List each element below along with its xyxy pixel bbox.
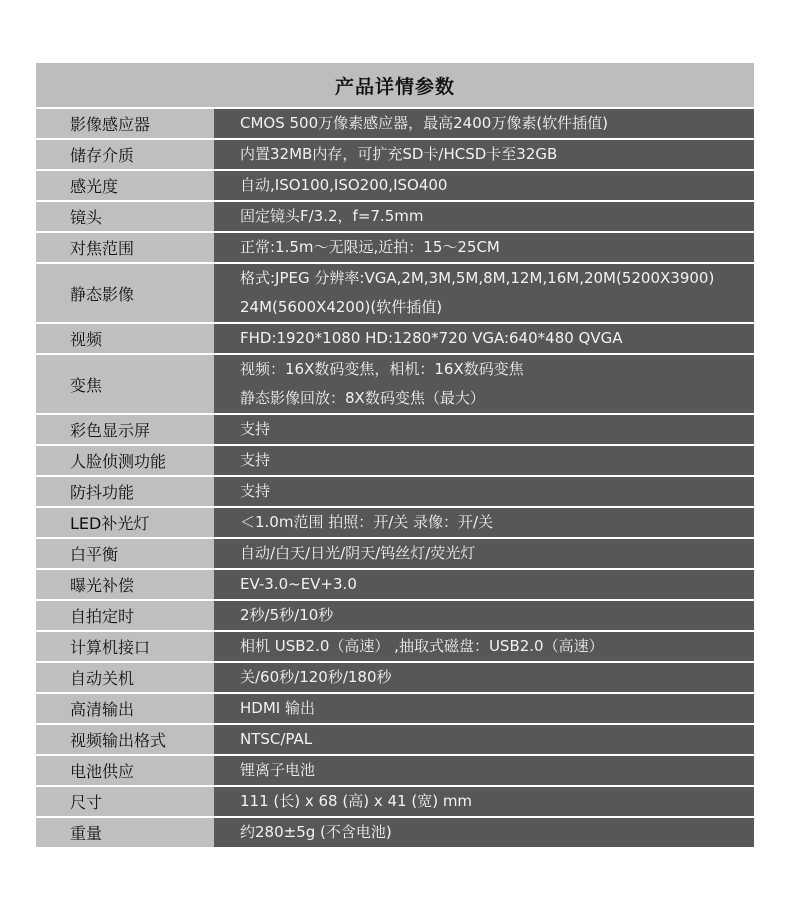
spec-label: 高清输出 (36, 694, 214, 723)
spec-row (36, 816, 754, 847)
spec-value (214, 694, 754, 723)
spec-label: 储存介质 (36, 140, 214, 169)
spec-value (214, 264, 754, 322)
spec-row (36, 169, 754, 200)
spec-value (214, 787, 754, 816)
spec-label: 白平衡 (36, 539, 214, 568)
spec-label: LED补光灯 (36, 508, 214, 537)
spec-value (214, 508, 754, 537)
spec-row (36, 723, 754, 754)
spec-value-line: EV-3.0~EV+3.0 (240, 575, 357, 593)
spec-row (36, 506, 754, 537)
spec-row (36, 322, 754, 353)
spec-row (36, 413, 754, 444)
spec-value (214, 324, 754, 353)
spec-value-line: HDMI 输出 (240, 699, 315, 717)
spec-value-line: NTSC/PAL (240, 730, 313, 748)
spec-value (214, 446, 754, 475)
spec-value-line: 静态影像回放：8X数码变焦（最大） (240, 389, 485, 407)
spec-value-line: ＜1.0m范围 拍照：开/关 录像：开/关 (240, 513, 494, 531)
spec-value-line: 关/60秒/120秒/180秒 (240, 668, 392, 686)
spec-row (36, 262, 754, 322)
spec-value-line: 支持 (240, 420, 271, 438)
spec-row (36, 568, 754, 599)
spec-value (214, 756, 754, 785)
spec-value (214, 202, 754, 231)
spec-row (36, 107, 754, 138)
spec-value (214, 632, 754, 661)
spec-label: 感光度 (36, 171, 214, 200)
spec-value-line: 111 (长) x 68 (高) x 41 (宽) mm (240, 792, 473, 810)
spec-row (36, 599, 754, 630)
spec-value (214, 109, 754, 138)
spec-value (214, 140, 754, 169)
spec-label: 静态影像 (36, 264, 214, 322)
spec-row (36, 138, 754, 169)
spec-row (36, 692, 754, 723)
spec-value (214, 233, 754, 262)
spec-row (36, 444, 754, 475)
spec-row (36, 630, 754, 661)
spec-value-line: 相机 USB2.0（高速） ,抽取式磁盘：USB2.0（高速） (240, 637, 604, 655)
spec-value-line: 内置32MB内存，可扩充SD卡/HCSD卡至32GB (240, 145, 558, 163)
spec-sheet (36, 63, 754, 847)
spec-value-line: FHD:1920*1080 HD:1280*720 VGA:640*480 QVGA (240, 329, 623, 347)
spec-label: 彩色显示屏 (36, 415, 214, 444)
spec-row (36, 353, 754, 413)
spec-value (214, 355, 754, 413)
spec-value-line: 格式:JPEG 分辨率:VGA,2M,3M,5M,8M,12M,16M,20M(5200X3900) (240, 269, 715, 287)
spec-value-line: 24M(5600X4200)(软件插值) (240, 298, 443, 316)
spec-row (36, 661, 754, 692)
spec-label: 视频输出格式 (36, 725, 214, 754)
spec-label: 自动关机 (36, 663, 214, 692)
spec-label: 曝光补偿 (36, 570, 214, 599)
spec-value (214, 818, 754, 847)
spec-label: 自拍定时 (36, 601, 214, 630)
spec-value (214, 415, 754, 444)
spec-value-line: 锂离子电池 (240, 761, 316, 779)
spec-value-line: 支持 (240, 451, 271, 469)
spec-value (214, 539, 754, 568)
spec-value-line: 自动/白天/日光/阴天/钨丝灯/荧光灯 (240, 544, 476, 562)
spec-value-line: 2秒/5秒/10秒 (240, 606, 334, 624)
spec-row (36, 754, 754, 785)
spec-label: 视频 (36, 324, 214, 353)
spec-value (214, 725, 754, 754)
spec-value-line: 正常:1.5m～无限远,近拍：15～25CM (240, 238, 500, 256)
spec-label: 影像感应器 (36, 109, 214, 138)
spec-label: 电池供应 (36, 756, 214, 785)
spec-row (36, 475, 754, 506)
spec-value (214, 477, 754, 506)
spec-row (36, 785, 754, 816)
spec-label: 计算机接口 (36, 632, 214, 661)
spec-value-line: 自动,ISO100,ISO200,ISO400 (240, 176, 448, 194)
spec-row (36, 231, 754, 262)
spec-value-line: CMOS 500万像素感应器，最高2400万像素(软件插值) (240, 114, 609, 132)
sheet-title: 产品详情参数 (36, 63, 754, 107)
spec-value (214, 601, 754, 630)
spec-value-line: 约280±5g (不含电池) (240, 823, 392, 841)
spec-row (36, 537, 754, 568)
spec-value (214, 570, 754, 599)
spec-label: 重量 (36, 818, 214, 847)
spec-label: 防抖功能 (36, 477, 214, 506)
spec-label: 变焦 (36, 355, 214, 413)
spec-value (214, 663, 754, 692)
spec-value-line: 固定镜头F/3.2，f=7.5mm (240, 207, 424, 225)
spec-label: 尺寸 (36, 787, 214, 816)
spec-value-line: 支持 (240, 482, 271, 500)
spec-value (214, 171, 754, 200)
spec-label: 人脸侦测功能 (36, 446, 214, 475)
spec-table (36, 107, 754, 847)
spec-row (36, 200, 754, 231)
spec-value-line: 视频：16X数码变焦，相机：16X数码变焦 (240, 360, 524, 378)
spec-label: 对焦范围 (36, 233, 214, 262)
spec-label: 镜头 (36, 202, 214, 231)
